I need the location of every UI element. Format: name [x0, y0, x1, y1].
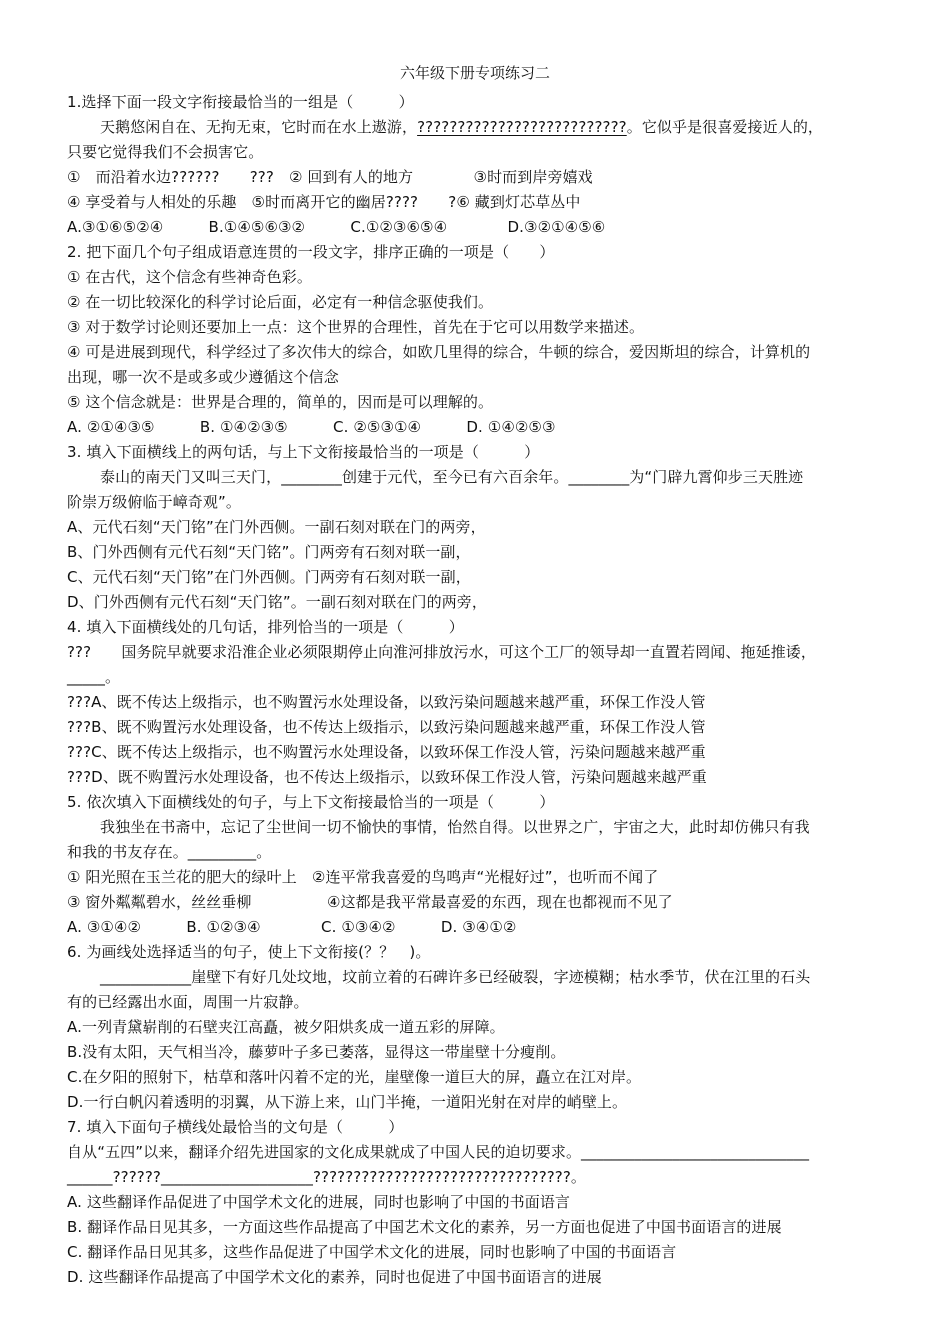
line-text: A. ②①④③⑤ B. ①④②③⑤ C. ②⑤③①④ D. ①④②⑤③: [67, 418, 556, 436]
text-line: [67, 291, 493, 313]
line-text: ??? 国务院早就要求沿淮企业必须限期停止向淮河排放污水，可这个工厂的领导却一直置若罔闻、拖延推诿，: [67, 643, 816, 661]
line-text: ④ 享受着与人相处的乐趣 ⑤时而离开它的幽居???? ?⑥ 藏到灯芯草丛中: [67, 193, 581, 211]
line-text: ???A、既不传达上级指示，也不购置污水处理设备，以致污染问题越来越严重，环保工作没人管: [67, 693, 706, 711]
text-line: [67, 1241, 676, 1263]
line-text: D、门外西侧有元代石刻“天门铭”。一副石刻对联在门的两旁，: [67, 593, 487, 611]
text-line: [67, 866, 658, 888]
text-line: [67, 316, 644, 338]
line-text: C. 翻译作品日见其多，这些作品促进了中国学术文化的进展，同时也影响了中国的书面语言: [67, 1243, 677, 1261]
line-text: ③ 窗外粼粼碧水，丝丝垂柳 ④这都是我平常最喜爱的东西，现在也都视而不见了: [67, 893, 673, 911]
line-text: 有的已经露出水面，周围一片寂静。: [67, 993, 309, 1011]
text-line: [67, 441, 539, 463]
text-line: [100, 466, 803, 488]
line-text: ③ 对于数学讨论则还要加上一点：这个世界的合理性，首先在于它可以用数学来描述。: [67, 318, 645, 336]
text-line: [100, 116, 823, 138]
line-text: B.没有太阳，天气相当冷，藤萝叶子多已萎落，显得这一带崖壁十分瘦削。: [67, 1043, 566, 1061]
text-line: [67, 1191, 570, 1213]
text-line: [67, 991, 309, 1013]
text-line: [67, 541, 471, 563]
line-text: A. 这些翻译作品促进了中国学术文化的进展，同时也影响了中国的书面语言: [67, 1193, 571, 1211]
text-line: [67, 616, 464, 638]
text-line: [67, 91, 414, 113]
line-text: 4. 填入下面横线处的几句话，排列恰当的一项是（ ）: [67, 618, 464, 636]
line-text: ① 阳光照在玉兰花的肥大的绿叶上 ②连平常我喜爱的鸟鸣声“光棍好过”，也听而不闻了: [67, 868, 659, 886]
text-line: [67, 391, 493, 413]
line-text: ② 在一切比较深化的科学讨论后面，必定有一种信念驱使我们。: [67, 293, 494, 311]
text-line: [67, 641, 816, 663]
line-text: 天鹅悠闲自在、无拘无束，它时而在水上遨游，: [100, 118, 418, 136]
line-text: ???B、既不购置污水处理设备，也不传达上级指示，以致污染问题越来越严重，环保工作没人管: [67, 718, 706, 736]
line-text: 3. 填入下面横线上的两句话，与上下文衔接最恰当的一项是（ ）: [67, 443, 540, 461]
text-line: [67, 1041, 565, 1063]
line-text: 自从“五四”以来，翻译介绍先进国家的文化成果就成了中国人民的迫切要求。______________________________: [67, 1143, 810, 1161]
text-line: [67, 591, 487, 613]
text-line: [67, 916, 516, 938]
line-text: 7. 填入下面句子横线处最恰当的文句是（ ）: [67, 1118, 404, 1136]
line-text: A.一列青黛崭削的石壁夹江高矗，被夕阳烘炙成一道五彩的屏障。: [67, 1018, 505, 1036]
text-line: [67, 1216, 782, 1238]
line-text: 6. 为画线处选择适当的句子，使上下文衔接(？？ )。: [67, 943, 431, 961]
text-line: [67, 166, 593, 188]
line-text: A、元代石刻“天门铭”在门外西侧。一副石刻对联在门的两旁，: [67, 518, 486, 536]
text-line: [67, 1266, 602, 1288]
line-text: 阶崇万级俯临于嶂奇观”。: [67, 493, 241, 511]
text-line: [67, 1066, 641, 1088]
line-text: 和我的书友存在。_________。: [67, 843, 272, 861]
line-text: A. ③①④② B. ①②③④ C. ①③④② D. ③④①②: [67, 918, 517, 936]
text-line: [67, 566, 471, 588]
text-line: [67, 841, 271, 863]
text-line: [67, 216, 605, 238]
page-title: 六年级下册专项练习二: [399, 64, 550, 82]
line-text: ???D、既不购置污水处理设备，也不传达上级指示，以致环保工作没人管，污染问题越来越严重: [67, 768, 707, 786]
line-text: ____________崖壁下有好几处坟地，坟前立着的石碑许多已经破裂，字迹模糊；枯水季节，伏在江里的石头: [100, 968, 811, 986]
line-text: ① 而沿着水边?????? ??? ② 回到有人的地方 ③时而到岸旁嬉戏: [67, 168, 593, 186]
line-text: D. 这些翻译作品提高了中国学术文化的素养，同时也促进了中国书面语言的进展: [67, 1268, 602, 1286]
text-line: [67, 891, 673, 913]
text-line: [67, 716, 706, 738]
line-text: B、门外西侧有元代石刻“天门铭”。门两旁有石刻对联一副，: [67, 543, 471, 561]
text-line: [67, 941, 431, 963]
text-line: [67, 241, 554, 263]
fill-blank: ??????????????????????????: [417, 118, 627, 136]
text-line: [67, 791, 554, 813]
line-text: 我独坐在书斋中，忘记了尘世间一切不愉快的事情，怡然自得。以世界之广，宇宙之大，此时却仿佛只有我: [100, 818, 810, 836]
line-text: ???C、既不传达上级指示，也不购置污水处理设备，以致环保工作没人管，污染问题越来越严重: [67, 743, 706, 761]
line-text: 1.选择下面一段文字衔接最恰当的一组是（ ）: [67, 93, 414, 111]
text-line: [67, 1091, 627, 1113]
text-line: [67, 491, 241, 513]
line-text: ______??????____________________????????????????????????????????。: [67, 1168, 587, 1186]
line-text: 泰山的南天门又叫三天门，________创建于元代，至今已有六百余年。________为“门辟九霄仰步三天胜迹: [100, 468, 804, 486]
text-line: [67, 766, 707, 788]
text-line: [67, 191, 581, 213]
line-text: 。它似乎是很喜爱接近人的，: [626, 118, 824, 136]
text-line: [100, 816, 810, 838]
line-text: B. 翻译作品日见其多，一方面这些作品提高了中国艺术文化的素养，另一方面也促进了中国书面语言的进展: [67, 1218, 782, 1236]
text-line: [67, 341, 810, 363]
text-line: [67, 741, 706, 763]
text-line: [67, 266, 312, 288]
text-line: [67, 1116, 403, 1138]
text-line: [67, 1141, 809, 1163]
text-line: [100, 966, 810, 988]
line-text: 出现，哪一次不是或多或少遵循这个信念: [67, 368, 339, 386]
line-text: 只要它觉得我们不会损害它。: [67, 143, 264, 161]
text-line: [67, 366, 339, 388]
text-line: [67, 666, 120, 688]
text-line: [67, 1016, 505, 1038]
text-line: [67, 516, 486, 538]
text-line: [67, 1166, 586, 1188]
line-text: A.③①⑥⑤②④ B.①④⑤⑥③② C.①②③⑥⑤④ D.③②①④⑤⑥: [67, 218, 606, 236]
text-line: [67, 416, 556, 438]
text-line: [67, 141, 263, 163]
text-line: [67, 691, 706, 713]
line-text: _____。: [67, 668, 121, 686]
line-text: ① 在古代，这个信念有些神奇色彩。: [67, 268, 312, 286]
line-text: ④ 可是进展到现代，科学经过了多次伟大的综合，如欧几里得的综合，牛顿的综合，爱因斯坦的综合，计算机的: [67, 343, 811, 361]
line-text: C、元代石刻“天门铭”在门外西侧。门两旁有石刻对联一副，: [67, 568, 471, 586]
line-text: 5. 依次填入下面横线处的句子，与上下文衔接最恰当的一项是（ ）: [67, 793, 555, 811]
line-text: C.在夕阳的照射下，枯草和落叶闪着不定的光，崖壁像一道巨大的屏，矗立在江对岸。: [67, 1068, 642, 1086]
line-text: ⑤ 这个信念就是：世界是合理的，简单的，因而是可以理解的。: [67, 393, 494, 411]
line-text: 2. 把下面几个句子组成语意连贯的一段文字，排序正确的一项是（ ）: [67, 243, 555, 261]
line-text: D.一行白帆闪着透明的羽翼，从下游上来，山门半掩，一道阳光射在对岸的峭壁上。: [67, 1093, 628, 1111]
